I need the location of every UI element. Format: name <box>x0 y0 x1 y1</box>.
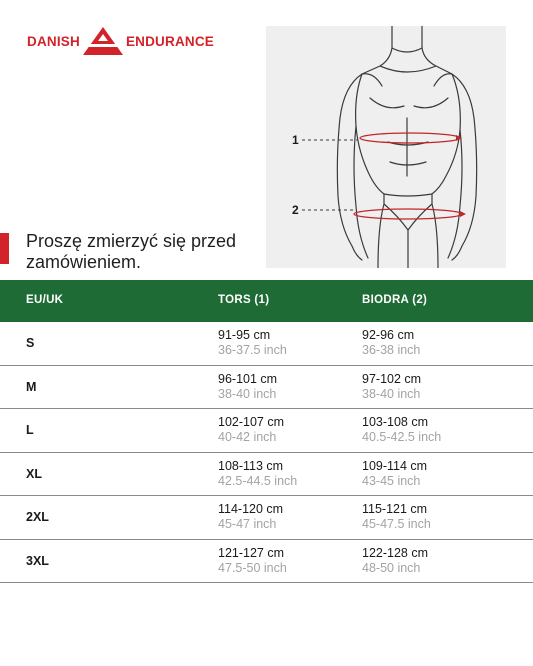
size-label: 3XL <box>26 553 49 568</box>
brand-logo <box>27 26 214 56</box>
torso-inch: 36-37.5 inch <box>218 343 287 357</box>
triangle-logo-icon <box>83 27 123 55</box>
header-torso: TORS (1) <box>218 294 270 306</box>
intro-text <box>26 231 261 273</box>
table-row <box>0 322 533 366</box>
table-row <box>0 453 533 497</box>
size-label: 2XL <box>26 510 49 524</box>
accent-bar <box>0 233 9 264</box>
size-label: L <box>26 423 34 437</box>
hips-cm: 103-108 cm <box>362 415 429 429</box>
torso-cm: 96-101 cm <box>218 371 278 386</box>
hips-inch: 48-50 inch <box>362 560 421 575</box>
table-row <box>0 409 533 453</box>
brand-name-right: ENDURANCE <box>125 33 215 49</box>
hips-cell <box>362 546 502 576</box>
size-table-body <box>0 322 533 583</box>
torso-cm: 114-120 cm <box>218 502 284 516</box>
size-table-header <box>0 280 533 322</box>
table-row <box>0 540 533 584</box>
torso-cell <box>218 328 358 358</box>
marker-2: 2 <box>292 203 299 217</box>
torso-cell <box>218 415 358 445</box>
hips-cell <box>362 502 502 532</box>
torso-cell <box>218 372 358 402</box>
torso-cell <box>218 502 358 532</box>
brand-name-left: DANISH <box>27 33 80 49</box>
intro-line-1: Proszę zmierzyć się przed <box>26 231 237 251</box>
hips-cell <box>362 459 502 489</box>
torso-cell <box>218 546 358 576</box>
torso-cm: 108-113 cm <box>218 458 284 473</box>
header-hips: BIODRA (2) <box>362 294 428 306</box>
torso-inch: 45-47 inch <box>218 517 277 531</box>
size-label: M <box>26 379 37 394</box>
size-label: XL <box>26 466 42 481</box>
torso-inch: 38-40 inch <box>218 386 277 401</box>
torso-cm: 102-107 cm <box>218 415 285 429</box>
header-size: EU/UK <box>26 294 64 306</box>
torso-cell <box>218 459 358 489</box>
hips-inch: 36-38 inch <box>362 343 421 357</box>
hips-inch: 43-45 inch <box>362 473 421 488</box>
hips-cell <box>362 328 502 358</box>
hips-inch: 38-40 inch <box>362 386 421 401</box>
table-row <box>0 366 533 410</box>
torso-cm: 91-95 cm <box>218 328 271 342</box>
hips-cell <box>362 372 502 402</box>
hips-cm: 122-128 cm <box>362 545 429 560</box>
size-label: S <box>26 336 35 350</box>
torso-inch: 42.5-44.5 inch <box>218 473 298 488</box>
body-outline-illustration <box>266 26 506 268</box>
torso-inch: 47.5-50 inch <box>218 560 287 575</box>
hips-cm: 97-102 cm <box>362 371 422 386</box>
hips-inch: 40.5-42.5 inch <box>362 430 442 444</box>
table-row <box>0 496 533 540</box>
hips-cm: 109-114 cm <box>362 458 428 473</box>
hips-cm: 115-121 cm <box>362 502 428 516</box>
torso-cm: 121-127 cm <box>218 545 285 560</box>
hips-cell <box>362 415 502 445</box>
torso-inch: 40-42 inch <box>218 430 277 444</box>
hips-inch: 45-47.5 inch <box>362 517 431 531</box>
marker-1: 1 <box>292 133 299 147</box>
intro-line-2: zamówieniem. <box>26 252 142 272</box>
hips-cm: 92-96 cm <box>362 328 415 342</box>
measurement-figure <box>266 26 506 268</box>
